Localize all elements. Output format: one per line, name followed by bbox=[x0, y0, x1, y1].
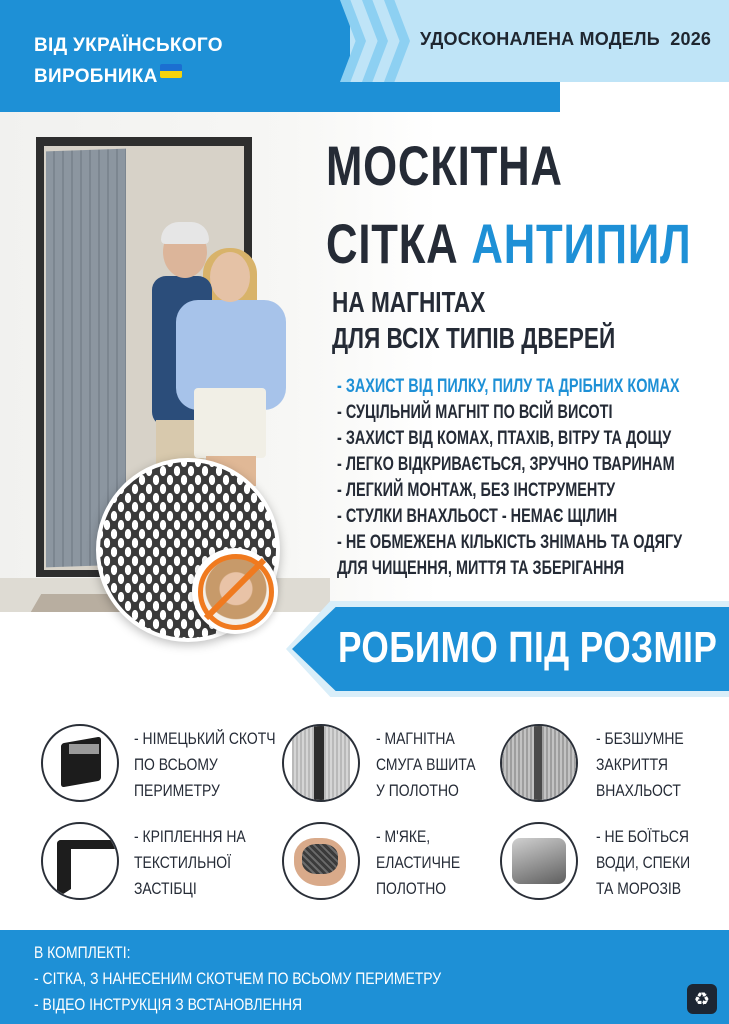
product-title-line-2 bbox=[326, 214, 691, 274]
grid-text-line: ВНАХЛЬОСТ bbox=[596, 781, 681, 800]
grid-text-line: - БЕЗШУМНЕ bbox=[596, 729, 684, 748]
title-main-word: СІТКА bbox=[326, 212, 472, 275]
grid-item-silent bbox=[596, 726, 729, 804]
grid-item-tape bbox=[134, 726, 282, 804]
textile-hook-icon bbox=[41, 822, 119, 900]
magnetic-strip-icon bbox=[282, 724, 360, 802]
grid-text-line: СМУГА ВШИТА bbox=[376, 755, 476, 774]
ukraine-flag-icon bbox=[160, 64, 182, 78]
overlap-strip-icon bbox=[500, 724, 578, 802]
model-year: УДОСКОНАЛЕНА МОДЕЛЬ 2026 bbox=[420, 29, 712, 49]
grid-text-line: ПЕРИМЕТРУ bbox=[134, 781, 220, 800]
maker-label bbox=[34, 30, 254, 92]
grid-text-line: ТА МОРОЗІВ bbox=[596, 879, 682, 898]
grid-text-line: ТЕКСТИЛЬНОЇ bbox=[134, 853, 232, 872]
soft-mesh-hand-icon bbox=[282, 822, 360, 900]
grid-text-line: ВОДИ, СПЕКИ bbox=[596, 853, 691, 872]
banner-text: РОБИМО ПІД РОЗМІР bbox=[338, 623, 718, 672]
weatherproof-mesh-icon bbox=[500, 822, 578, 900]
maker-line-2: ВИРОБНИКА bbox=[34, 66, 158, 87]
grid-text-line: У ПОЛОТНО bbox=[376, 781, 459, 800]
couple-woman-shorts bbox=[194, 388, 266, 458]
kit-item: - ВІДЕО ІНСТРУКЦІЯ З ВСТАНОВЛЕННЯ bbox=[34, 995, 303, 1014]
feature-item: - ЛЕГКО ВІДКРИВАЄТЬСЯ, ЗРУЧНО ТВАРИНАМ bbox=[337, 454, 675, 475]
product-title-line-1: МОСКІТНА bbox=[326, 134, 563, 197]
couple-man-hair bbox=[161, 222, 209, 244]
feature-item: - ЗАХИСТ ВІД КОМАХ, ПТАХІВ, ВІТРУ ТА ДОЩУ bbox=[337, 428, 672, 449]
feature-item: - СТУЛКИ ВНАХЛЬОСТ - НЕМАЄ ЩІЛИН bbox=[337, 506, 618, 527]
grid-item-fastener bbox=[134, 824, 282, 902]
grid-text-line: ЗАСТІБЦІ bbox=[134, 879, 197, 898]
kit-item: - СІТКА, З НАНЕСЕНИМ СКОТЧЕМ ПО ВСЬОМУ ПЕРИМЕТРУ bbox=[34, 969, 442, 988]
subtitle-line-2: ДЛЯ ВСІХ ТИПІВ ДВЕРЕЙ bbox=[332, 323, 616, 355]
grid-text-line: ПОЛОТНО bbox=[376, 879, 447, 898]
feature-list bbox=[337, 374, 717, 582]
kit-heading: В КОМПЛЕКТІ: bbox=[34, 943, 131, 962]
grid-item-weather bbox=[596, 824, 729, 902]
subtitle-line-1: НА МАГНІТАХ bbox=[332, 287, 486, 319]
kit-contents bbox=[34, 940, 493, 1018]
recycle-icon: ♻ bbox=[687, 984, 717, 1014]
grid-text-line: ЕЛАСТИЧНЕ bbox=[376, 853, 461, 872]
grid-text-line: ЗАКРИТТЯ bbox=[596, 755, 668, 774]
feature-item: ДЛЯ ЧИЩЕННЯ, МИТТЯ ТА ЗБЕРІГАННЯ bbox=[337, 558, 625, 579]
feature-item: - СУЦІЛЬНИЙ МАГНІТ ПО ВСІЙ ВИСОТІ bbox=[337, 402, 613, 423]
title-accent-word: АНТИПИЛ bbox=[471, 212, 692, 275]
couple-woman-head bbox=[210, 252, 250, 302]
grid-text-line: - МАГНІТНА bbox=[376, 729, 455, 748]
tape-corner-icon bbox=[41, 724, 119, 802]
grid-text-line: ПО ВСЬОМУ bbox=[134, 755, 218, 774]
feature-item: - НЕ ОБМЕЖЕНА КІЛЬКІСТЬ ЗНІМАНЬ ТА ОДЯГУ bbox=[337, 532, 683, 553]
maker-line-1: ВІД УКРАЇНСЬКОГО bbox=[34, 35, 223, 56]
grid-text-line: - НІМЕЦЬКИЙ СКОТЧ bbox=[134, 729, 276, 748]
grid-text-line: - М'ЯКЕ, bbox=[376, 827, 431, 846]
feature-item: - ЛЕГКИЙ МОНТАЖ, БЕЗ ІНСТРУМЕНТУ bbox=[337, 480, 616, 501]
feature-item: - ЗАХИСТ ВІД ПИЛКУ, ПИЛУ ТА ДРІБНИХ КОМАХ bbox=[337, 376, 680, 397]
grid-text-line: - КРІПЛЕННЯ НА bbox=[134, 827, 246, 846]
grid-text-line: - НЕ БОЇТЬСЯ bbox=[596, 827, 689, 846]
